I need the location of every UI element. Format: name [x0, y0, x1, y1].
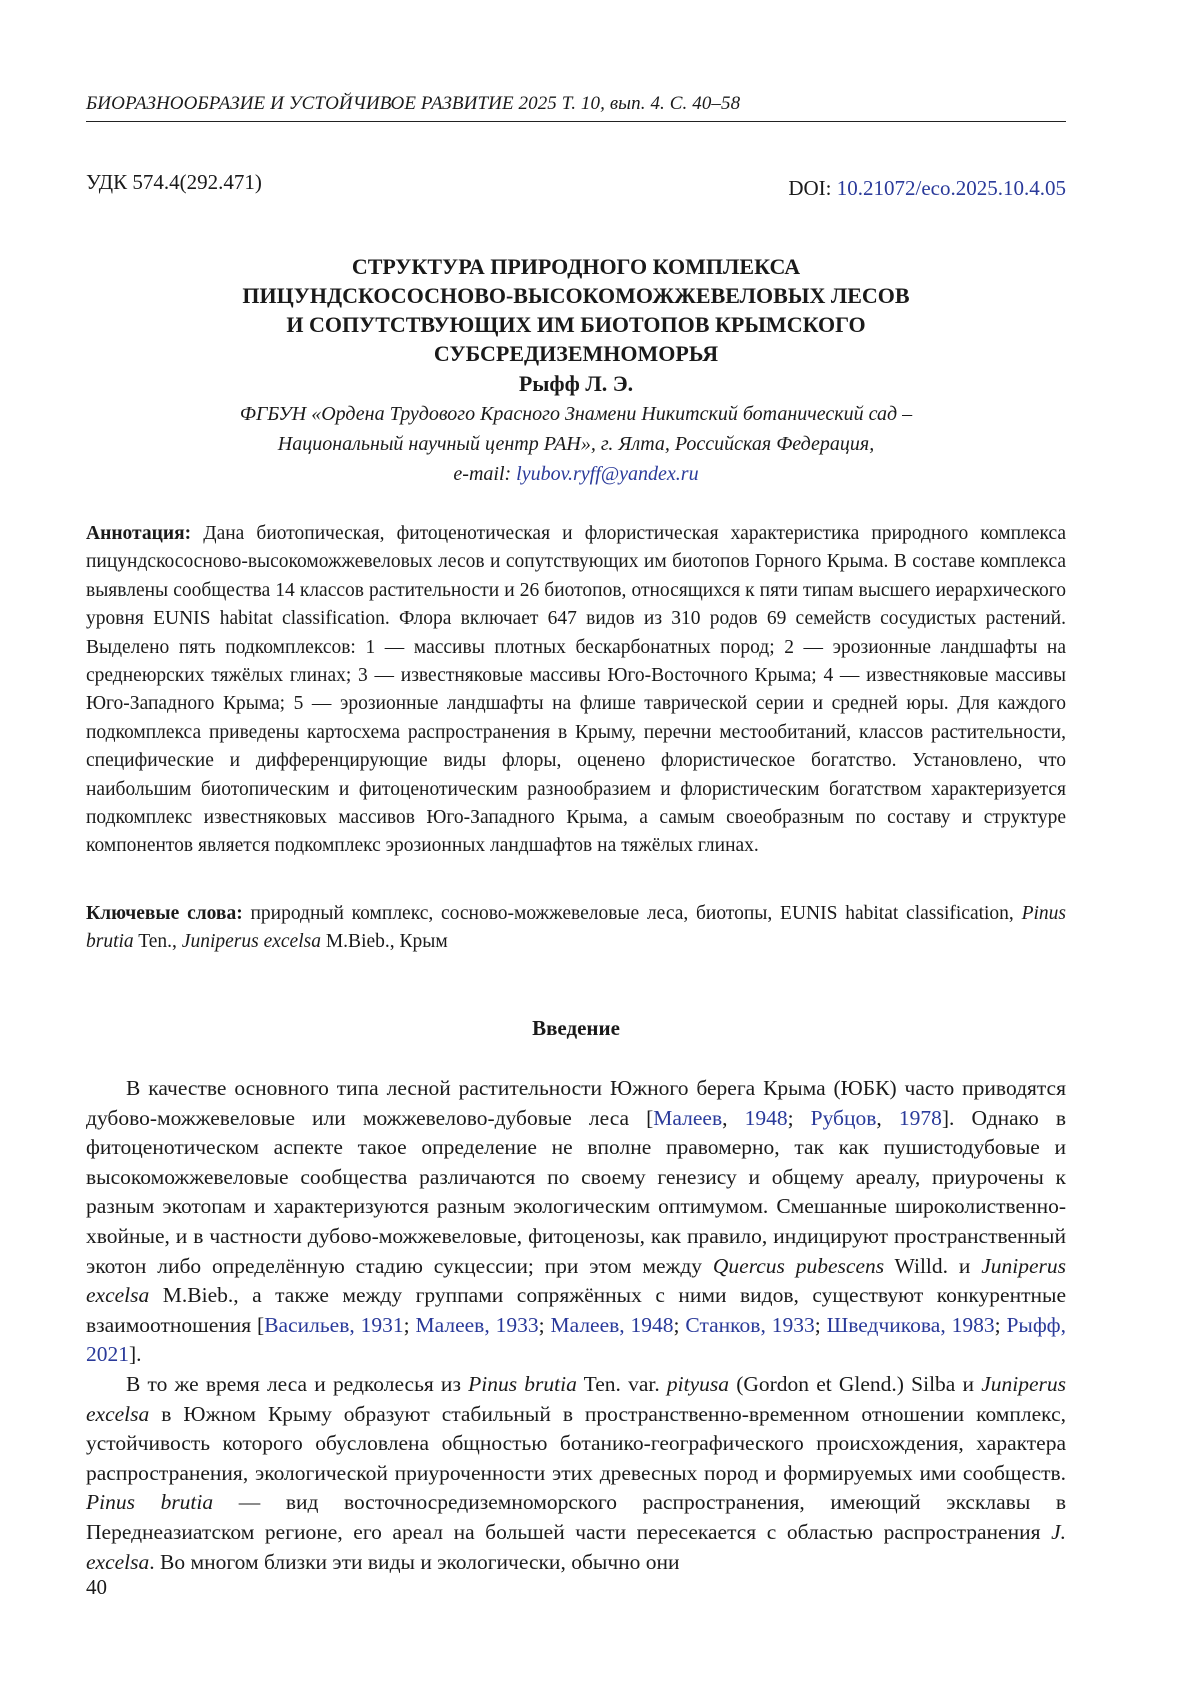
- text: ;: [538, 1312, 551, 1337]
- citation-link[interactable]: Шведчикова, 1983: [826, 1312, 995, 1337]
- citation-link[interactable]: Малеев: [653, 1105, 723, 1130]
- citation-link[interactable]: Рыфф, 2021: [86, 1312, 1066, 1367]
- citation-link[interactable]: Малеев, 1933: [415, 1312, 539, 1337]
- text: (Gordon et Glend.) Silba и: [729, 1371, 982, 1396]
- citation-link[interactable]: Малеев, 1948: [550, 1312, 674, 1337]
- species-name: pityusa: [666, 1371, 730, 1396]
- text: ,: [876, 1105, 899, 1130]
- doi-link[interactable]: 10.21072/eco.2025.10.4.05: [836, 176, 1066, 200]
- species-name: Pinus brutia: [86, 1490, 214, 1515]
- species-name: Pinus brutia: [86, 903, 1066, 953]
- paragraph: [86, 1074, 1066, 1370]
- text: ;: [787, 1105, 811, 1130]
- text: В качестве основного типа лесной растительности Южного берега Крыма (ЮБК) часто приводятся дубово-можжевеловые или можжевелово-дубовые леса [: [86, 1076, 1066, 1130]
- abstract-label: Аннотация:: [86, 523, 192, 544]
- species-name: Quercus pubescens: [712, 1253, 885, 1278]
- abstract: [86, 520, 1066, 861]
- text: в Южном Крыму образуют стабильный в пространственно-временном отношении комплекс, устойчивость которого обусловлена общностью ботанико-географического происхождения, характера распространения, экологической приуроченности этих древесных пород и формируемых ими сообществ.: [86, 1401, 1066, 1485]
- keywords-text: Ten.,: [133, 931, 182, 953]
- page-number: 40: [86, 1575, 107, 1599]
- affiliation-line: Национальный научный центр РАН», г. Ялта, Российская Федерация,: [277, 433, 875, 455]
- affiliation-line: ФГБУН «Ордена Трудового Красного Знамени Никитский ботанический сад –: [239, 403, 913, 425]
- title-line: ПИЦУНДСКОСОСНОВО-ВЫСОКОМОЖЖЕВЕЛОВЫХ ЛЕСОВ: [242, 283, 910, 308]
- keywords: [86, 900, 1066, 957]
- citation-link[interactable]: Станков, 1933: [685, 1312, 815, 1337]
- title-line: И СОПУТСТВУЮЩИХ ИМ БИОТОПОВ КРЫМСКОГО: [286, 312, 866, 337]
- species-name: Juniperus excelsa: [181, 931, 321, 953]
- title-line: СУБСРЕДИЗЕМНОМОРЬЯ: [433, 341, 719, 366]
- text: Willd. и: [884, 1253, 982, 1278]
- species-name: J. excelsa: [86, 1519, 1066, 1574]
- citation-link[interactable]: 1948: [744, 1105, 788, 1130]
- citation-link[interactable]: 1978: [898, 1105, 942, 1130]
- keywords-label: Ключевые слова:: [86, 903, 243, 924]
- doi-label: DOI:: [788, 176, 837, 200]
- citation-link[interactable]: Рубцов: [810, 1105, 877, 1130]
- doi: [788, 176, 1066, 201]
- text: — вид восточносредиземноморского распространения, имеющий эксклавы в Переднеазиатском регионе, его ареал на большей части пересекается с областью распространения: [86, 1490, 1067, 1544]
- paragraph: [86, 1370, 1066, 1577]
- email-link[interactable]: lyubov.ryff@yandex.ru: [516, 463, 699, 485]
- text: ;: [673, 1312, 686, 1337]
- text: M.Bieb., а также между группами сопряжённых с ними видов, существуют конкурентные взаимоотношения [: [86, 1283, 1066, 1337]
- text: ;: [403, 1312, 416, 1337]
- body-text: [86, 1074, 1066, 1577]
- citation-link[interactable]: Васильев, 1931: [264, 1312, 404, 1337]
- keywords-text: M.Bieb., Крым: [320, 931, 448, 953]
- text: В то же время леса и редколесья из: [126, 1371, 469, 1396]
- text: ;: [814, 1312, 827, 1337]
- running-head: БИОРАЗНООБРАЗИЕ И УСТОЙЧИВОЕ РАЗВИТИЕ 2025 Т. 10, вып. 4. С. 40–58: [86, 93, 1066, 122]
- text: . Во многом близки эти виды и экологически, обычно они: [149, 1549, 680, 1574]
- title-line: СТРУКТУРА ПРИРОДНОГО КОМПЛЕКСА: [351, 254, 801, 279]
- affiliation: [86, 399, 1066, 489]
- keywords-text: природный комплекс, сосново-можжевеловые леса, биотопы, EUNIS habitat classification,: [242, 903, 1022, 924]
- abstract-text: Дана биотопическая, фитоценотическая и флористическая характеристика природного комплекса пицундскососново-высокоможжевеловых лесов и сопутствующих им биотопов Горного Крыма. В составе комплекса выявлены сообщества 14 классов растительности и 26 биотопов, относящихся к пяти типам высшего иерархического уровня EUNIS habitat classification. Флора включает 647 видов из 310 родов 69 семейств сосудистых растений. Выделено пять подкомплексов: 1 — массивы плотных бескарбонатных пород; 2 — эрозионные ландшафты на среднеюрских тяжёлых глинах; 3 — известняковые массивы Юго-Восточного Крыма; 4 — известняковые массивы Юго-Западного Крыма; 5 — эрозионные ландшафты на флише таврической серии и средней юры. Для каждого подкомплекса приведены картосхема распространения в Крыму, перечни местообитаний, классов растительности, специфические и дифференцирующие виды флоры, оценено флористическое богатство. Установлено, что наибольшим биотопическим и фитоценотическим разнообразием и флористическим богатством характеризуется подкомплекс известняковых массивов Юго-Западного Крыма, а самым своеобразным по составу и структуре компонентов является подкомплекс эрозионных ландшафтов на тяжёлых глинах.: [86, 523, 1066, 857]
- email-line: [86, 459, 1066, 489]
- text: ].: [129, 1342, 142, 1367]
- section-heading: Введение: [532, 1016, 620, 1040]
- species-name: Juniperus excelsa: [86, 1253, 1066, 1308]
- author-name: Рыфф Л. Э.: [518, 371, 634, 396]
- text: ]. Однако в фитоценотическом аспекте такое определение не вполне правомерно, так как пушистодубовые и высокоможжевеловые сообщества различаются по своему генезису и общему ареалу, приурочены к разным экотопам и характеризуются разным экологическим оптимумом. Смешанные широколиственно-хвойные, и в частности дубово-можжевеловые, фитоценозы, как правило, индицируют пространственный экотон либо определённую стадию сукцессии; при этом между: [86, 1105, 1067, 1278]
- species-name: Juniperus excelsa: [86, 1371, 1066, 1426]
- udk-code: УДК 574.4(292.471): [86, 170, 262, 194]
- text: ;: [994, 1312, 1007, 1337]
- text: ,: [722, 1105, 745, 1130]
- email-label: e-mail:: [453, 463, 517, 485]
- article-title: [86, 252, 1066, 368]
- text: Ten. var.: [576, 1371, 667, 1396]
- species-name: Pinus brutia: [468, 1371, 577, 1396]
